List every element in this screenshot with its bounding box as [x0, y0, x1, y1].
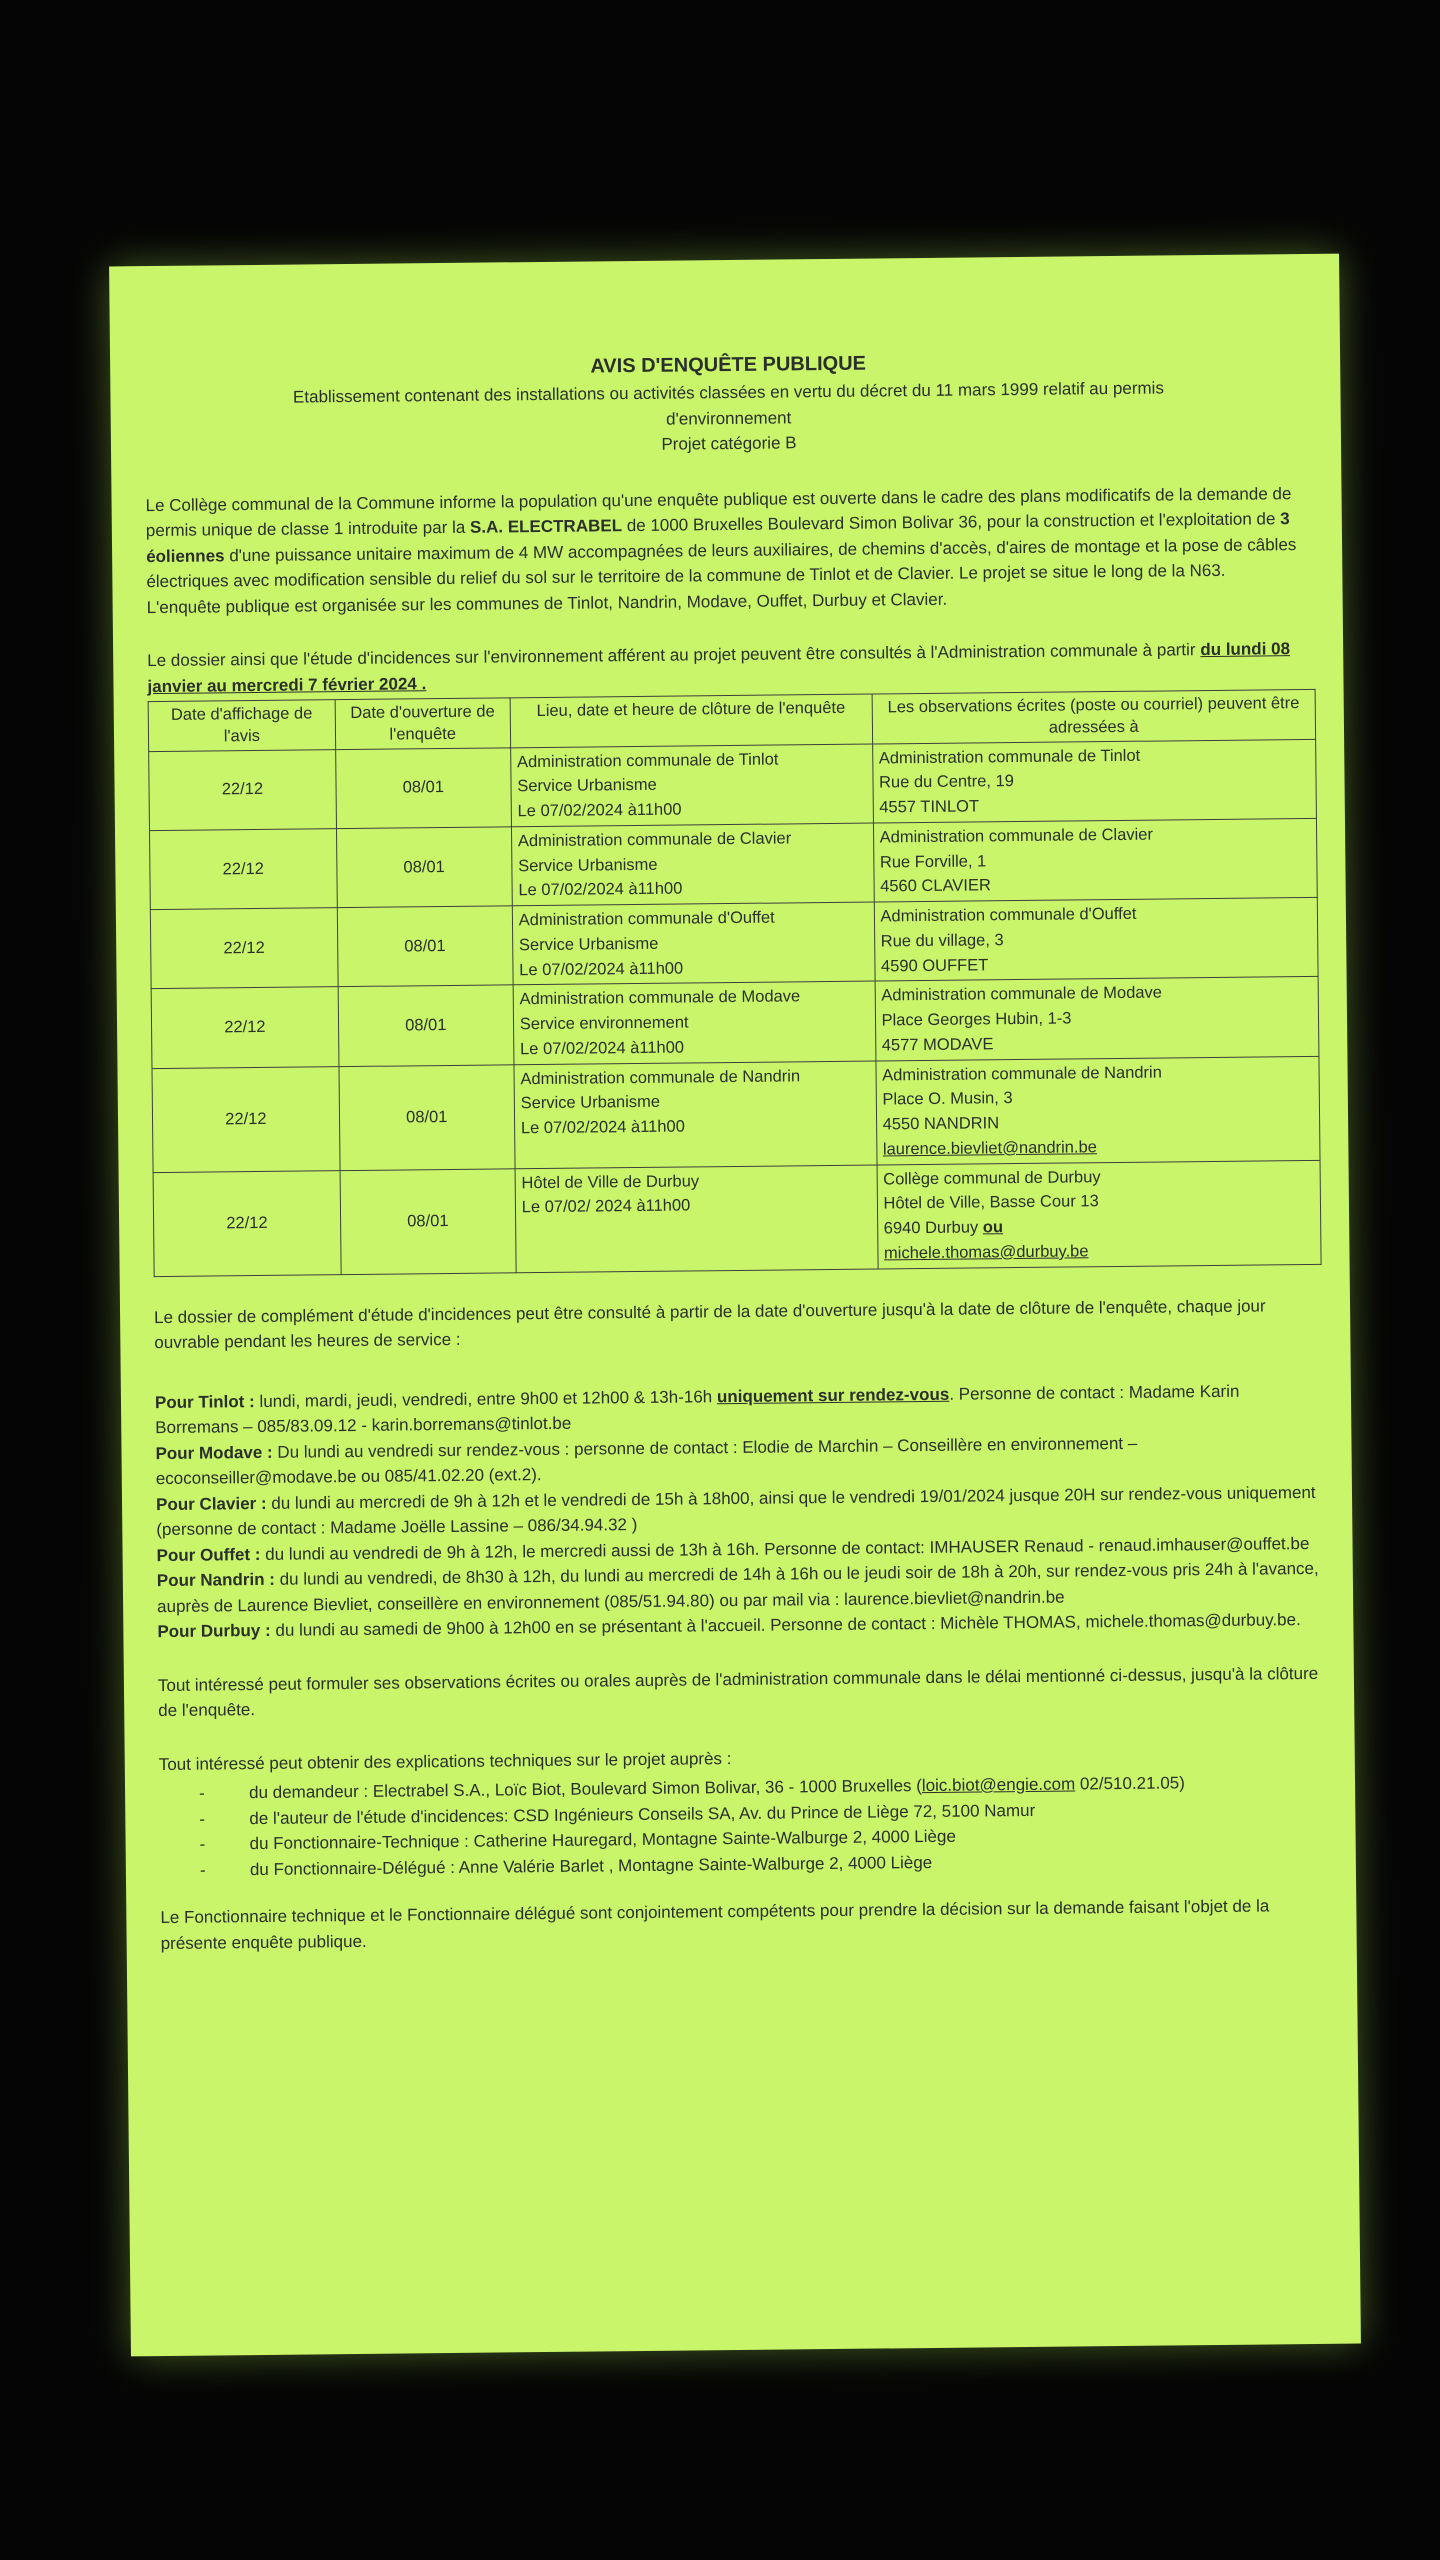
- applicant-email-link[interactable]: loic.biot@engie.com: [921, 1774, 1076, 1796]
- closing-place-line: Service Urbanisme: [520, 1093, 661, 1113]
- address-line: Collège communal de Durbuy: [883, 1167, 1101, 1188]
- or-conjunction: ou: [982, 1218, 1004, 1237]
- opening-date-cell: 08/01: [340, 1168, 516, 1274]
- notice-subtitle: Etablissement contenant des installations ou activités classées en vertu du décret du 11 mars 1999 relatif au permis d'environnement: [292, 378, 1164, 429]
- email-link[interactable]: laurence.bievliet@nandrin.be: [882, 1137, 1097, 1159]
- closing-place-line: Le 07/02/2024 à11h00: [519, 959, 684, 979]
- address-line: 4550 NANDRIN: [882, 1114, 1000, 1134]
- intro-paragraph: [145, 480, 1314, 594]
- closing-place-line: Administration communale d'Ouffet: [518, 908, 775, 930]
- table-body: [149, 739, 1321, 1276]
- closing-place-line: Le 07/02/ 2024 à11h00: [521, 1196, 691, 1217]
- public-notice-sheet: [109, 254, 1361, 2357]
- header-opening-date: Date d'ouverture de l'enquête: [335, 698, 511, 749]
- schedule-contact: . Personne de contact : Madame Karin Borremans – 085/83.09.12 - karin.borremans@tinlot.be: [155, 1381, 1240, 1438]
- schedule-text: du lundi au samedi de 9h00 à 12h00 en se présentant à l'accueil. Personne de contact : Michèle THOMAS, michele.thomas@durbuy.be.: [270, 1610, 1301, 1640]
- appointment-only: uniquement sur rendez-vous: [716, 1384, 950, 1406]
- intro-text-1: Le Collège communal de la Commune informe la population qu'une enquête publique est ouverte dans le cadre des plans modificatifs de la demande de permis unique de classe 1 introduite par la: [145, 483, 1292, 541]
- header-posting-date: Date d'affichage de l'avis: [148, 700, 335, 751]
- closing-place-cell: [515, 1165, 878, 1273]
- closing-place-cell: [514, 1061, 877, 1169]
- closing-place-line: Le 07/02/2024 à11h00: [517, 800, 682, 821]
- schedules: [155, 1377, 1326, 1644]
- observations-address-cell: [877, 1160, 1322, 1269]
- observations-address-cell: [874, 897, 1318, 981]
- closing-place-line: Le 07/02/2024 à11h00: [518, 879, 683, 900]
- closing-place-line: Service Urbanisme: [518, 934, 659, 955]
- address-line: Place O. Musin, 3: [882, 1089, 1013, 1109]
- address-line: Administration communale de Nandrin: [882, 1063, 1162, 1084]
- posting-date-cell: 22/12: [151, 987, 339, 1068]
- opening-date-cell: 08/01: [338, 985, 514, 1066]
- applicant-text: du demandeur : Electrabel S.A., Loïc Biot, Boulevard Simon Bolivar, 36 - 1000 Bruxelles (: [248, 1776, 922, 1803]
- company-name: S.A. ELECTRABEL: [469, 516, 623, 537]
- address-line: Administration communale de Modave: [881, 983, 1163, 1005]
- intro-text-3: d'une puissance unitaire maximum de 4 MW accompagnées de leurs auxiliaires, de chemins d'accès, d'aires de montage et la pose de câbles électriques avec modification sensible du relief du sol sur le territoire de la commune de Tinlot et de Clavier. Le projet se situe le long de la N63.: [146, 534, 1297, 592]
- posting-date-cell: 22/12: [149, 828, 337, 909]
- schedule-label: Pour Durbuy :: [157, 1620, 271, 1642]
- posting-date-cell: 22/12: [152, 1066, 340, 1172]
- explanations-intro: Tout intéressé peut obtenir des explications techniques sur le projet auprès :: [158, 1748, 732, 1774]
- schedule-text: Du lundi au vendredi sur rendez-vous : personne de contact : Elodie de Marchin – Conseillère en environnement – ecoconseiller@modave.be ou 085/41.02.20 (ext.2).: [155, 1433, 1138, 1489]
- table-row: [152, 1056, 1320, 1172]
- complement-paragraph: Le dossier de complément d'étude d'incidences peut être consulté à partir de la date d'ouverture jusqu'à la date de clôture de l'enquête, chaque jour ouvrable pendant les heures de service :: [153, 1295, 1266, 1353]
- competence-paragraph: Le Fonctionnaire technique et le Fonctionnaire délégué sont conjointement compétents pour prendre la décision sur la demande faisant l'objet de la présente enquête publique.: [160, 1896, 1270, 1953]
- consultation-period: du lundi 08 janvier au mercredi 7 février 2024 .: [147, 639, 1291, 696]
- turbine-count: 3 éoliennes: [146, 509, 1290, 566]
- schedule-text: du lundi au mercredi de 9h à 12h et le vendredi de 15h à 18h00, ainsi que le vendredi 19/01/2024 jusque 20H sur rendez-vous uniquement (personne de contact : Madame Joëlle Lassine – 086/34.94.32 ): [156, 1482, 1316, 1540]
- address-line: 4560 CLAVIER: [880, 876, 991, 896]
- contacts-list: [199, 1769, 1328, 1883]
- table-row: [149, 818, 1317, 909]
- notice-title: AVIS D'ENQUÊTE PUBLIQUE: [590, 352, 867, 378]
- closing-place-line: Service Urbanisme: [518, 855, 658, 875]
- observations-address-cell: [875, 977, 1319, 1061]
- closing-place-line: Administration communale de Nandrin: [520, 1066, 801, 1088]
- posting-date-cell: 22/12: [150, 908, 338, 989]
- closing-place-line: Service Urbanisme: [517, 776, 657, 796]
- project-category: Projet catégorie B: [661, 433, 797, 454]
- opening-date-cell: 08/01: [336, 827, 512, 908]
- closing-place-line: Administration communale de Clavier: [517, 829, 792, 851]
- closing-place-line: Le 07/02/2024 à11h00: [520, 1117, 685, 1138]
- communes-text: L'enquête publique est organisée sur les communes de Tinlot, Nandrin, Modave, Ouffet, Durbuy et Clavier.: [146, 589, 948, 617]
- schedule-text: du lundi au vendredi de 9h à 12h, le mercredi aussi de 13h à 16h. Personne de contact: IMHAUSER Renaud - renaud.imhauser@ouffet.be: [260, 1533, 1310, 1564]
- posting-date-cell: 22/12: [149, 749, 337, 830]
- posting-date-cell: 22/12: [153, 1170, 341, 1276]
- email-link[interactable]: michele.thomas@durbuy.be: [883, 1242, 1089, 1263]
- schedule-label: Pour Tinlot :: [154, 1391, 255, 1412]
- address-line: Hôtel de Ville, Basse Cour 13: [883, 1192, 1099, 1213]
- opening-date-cell: 08/01: [335, 747, 511, 828]
- observations-address-cell: [875, 1056, 1320, 1165]
- address-line: 4577 MODAVE: [881, 1035, 994, 1055]
- address-line: Place Georges Hubin, 1-3: [881, 1009, 1072, 1030]
- address-line: 4557 TINLOT: [879, 797, 980, 817]
- table-row: [151, 977, 1319, 1068]
- address-line: Rue Forville, 1: [879, 851, 987, 871]
- schedule-label: Pour Clavier :: [155, 1493, 267, 1514]
- observations-address-cell: [873, 818, 1317, 902]
- address-line: 4590 OUFFET: [880, 955, 989, 975]
- contact-delegate-officer: - du Fonctionnaire-Délégué : Anne Valérie Barlet , Montagne Sainte-Walburge 2, 4000 Liège: [200, 1845, 1328, 1882]
- closing-place-line: Hôtel de Ville de Durbuy: [521, 1171, 700, 1192]
- opening-date-cell: 08/01: [339, 1064, 515, 1170]
- schedule-text: lundi, mardi, jeudi, vendredi, entre 9h00 et 12h00 & 13h-16h: [254, 1386, 718, 1411]
- dossier-text: Le dossier ainsi que l'étude d'incidences sur l'environnement afférent au projet peuvent être consultés à l'Administration communale à partir: [147, 640, 1201, 671]
- header-closing-place: Lieu, date et heure de clôture de l'enquête: [510, 694, 872, 747]
- schedule-text: du lundi au vendredi, de 8h30 à 12h, du lundi au mercredi de 14h à 16h ou le jeudi soir de 18h à 20h, sur rendez-vous pris 24h à l'avance, auprès de Laurence Bievliet, conseillère en environnement (085/51.94.80) ou par mail via : laurence.bievliet@nandrin.be: [157, 1558, 1319, 1616]
- schedule-label: Pour Ouffet :: [156, 1544, 261, 1565]
- closing-place-line: Administration communale de Tinlot: [516, 750, 779, 771]
- address-text: 6940 Durbuy: [883, 1218, 979, 1238]
- table-row: [149, 739, 1317, 830]
- observations-address-cell: [872, 739, 1316, 823]
- address-line: Rue du village, 3: [880, 930, 1004, 951]
- table-row: [150, 897, 1318, 988]
- inquiry-table: [148, 689, 1322, 1277]
- contact-study-author: - de l'auteur de l'étude d'incidences: CSD Ingénieurs Conseils SA, Av. du Prince de Liège 72, 5100 Namur: [199, 1794, 1327, 1831]
- schedule-label: Pour Modave :: [155, 1442, 273, 1463]
- schedule-label: Pour Nandrin :: [156, 1569, 276, 1591]
- header-observations-address: Les observations écrites (poste ou courriel) peuvent être adressées à: [872, 689, 1316, 743]
- closing-place-line: Service environnement: [519, 1013, 689, 1034]
- contact-technical-officer: - du Fonctionnaire-Technique : Catherine Hauregard, Montagne Sainte-Walburge 2, 4000 Liège: [199, 1820, 1327, 1857]
- address-line: Rue du Centre, 19: [878, 772, 1015, 792]
- opening-date-cell: 08/01: [337, 906, 513, 987]
- closing-place-cell: [511, 823, 874, 906]
- address-line: Administration communale d'Ouffet: [880, 904, 1137, 926]
- applicant-phone: 02/510.21.05): [1075, 1773, 1185, 1794]
- closing-place-cell: [513, 981, 876, 1064]
- table-row: [153, 1160, 1321, 1276]
- address-line: Administration communale de Tinlot: [878, 746, 1141, 767]
- address-line: Administration communale de Clavier: [879, 825, 1154, 847]
- intro-text-2: de 1000 Bruxelles Boulevard Simon Bolivar 36, pour la construction et l'exploitation de: [621, 509, 1281, 536]
- closing-place-cell: [510, 744, 873, 827]
- dossier-paragraph: [147, 636, 1315, 699]
- closing-place-line: Le 07/02/2024 à11h00: [519, 1038, 685, 1059]
- closing-place-cell: [512, 902, 875, 985]
- closing-place-line: Administration communale de Modave: [519, 987, 801, 1009]
- observations-paragraph: Tout intéressé peut formuler ses observations écrites ou orales auprès de l'administration communale dans le délai mentionné ci-dessus, jusqu'à la clôture de l'enquête.: [157, 1663, 1319, 1721]
